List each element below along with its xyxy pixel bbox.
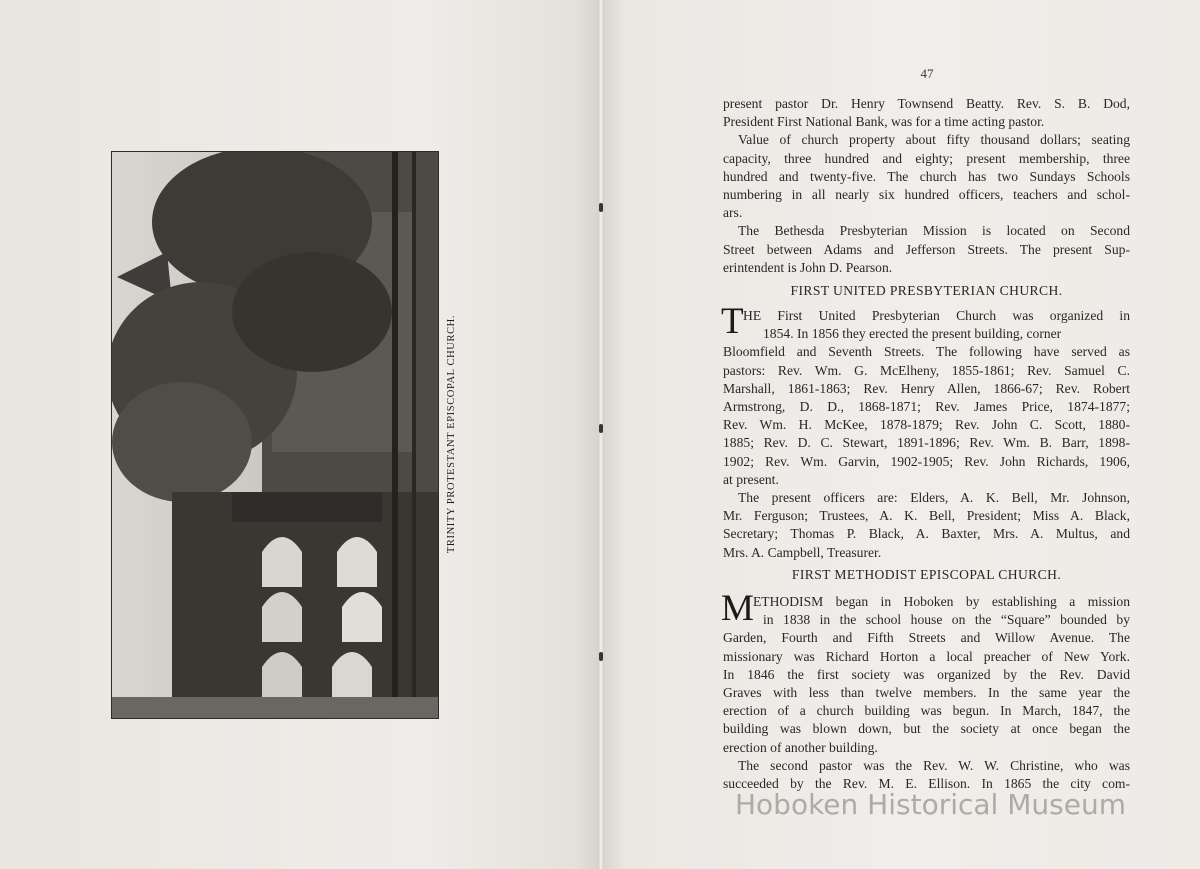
text-line: erintendent is John D. Pearson. <box>723 259 893 275</box>
text-line: succeeded by the Rev. M. E. Ellison. In 1865 the city com- <box>723 776 1130 792</box>
text-line: ars. <box>723 205 743 221</box>
text-line: Bloomfield and Seventh Streets. The following have served as <box>723 344 1130 360</box>
text-line: The Bethesda Presbyterian Mission is located on Second <box>738 223 1130 239</box>
text-line: ETHODISM began in Hoboken by establishing a mission <box>753 594 1130 609</box>
text-line: Secretary; Thomas P. Black, A. Baxter, Mrs. A. Multus, and <box>723 526 1130 542</box>
binding-stitch <box>599 652 603 661</box>
text-line: 1854. In 1856 they erected the present building, corner <box>763 326 1062 342</box>
paragraph-united-presbyterian <box>723 307 1130 562</box>
text-line: present pastor Dr. Henry Townsend Beatty. Rev. S. B. Dod, <box>723 96 1130 111</box>
text-line: 1885; Rev. D. C. Stewart, 1891-1896; Rev. Wm. B. Barr, 1898- <box>723 435 1130 451</box>
text-line: in 1838 in the school house on the “Square” bounded by <box>763 612 1130 628</box>
text-line: HE First United Presbyterian Church was organized in <box>743 308 1130 323</box>
text-line: capacity, three hundred and eighty; present membership, three <box>723 150 1130 166</box>
paragraph-presbyterian-continued <box>723 95 1130 277</box>
text-line: In 1846 the first society was organized by the Rev. David <box>723 666 1130 682</box>
book-gutter <box>598 0 604 869</box>
text-line: Garden, Fourth and Fifth Streets and Willow Avenue. The <box>723 630 1130 646</box>
text-line: at present. <box>723 471 779 487</box>
text-line: Graves with less than twelve members. In the same year the <box>723 685 1130 701</box>
text-line: Street between Adams and Jefferson Streets. The present Sup- <box>723 241 1130 257</box>
text-line: missionary was Richard Horton a local preacher of New York. <box>723 648 1130 664</box>
text-line: Mr. Ferguson; Trustees, A. K. Bell, President; Miss A. Black, <box>723 508 1130 524</box>
text-line: Value of church property about fifty thousand dollars; seating <box>738 132 1130 148</box>
text-line: Rev. Wm. H. McKee, 1878-1879; Rev. John C. Scott, 1880- <box>723 417 1130 433</box>
section-heading-united-presbyterian: FIRST UNITED PRESBYTERIAN CHURCH. <box>790 283 1063 298</box>
text-line: erection of a church building was begun. In March, 1847, the <box>723 703 1130 719</box>
museum-watermark: Hoboken Historical Museum <box>735 788 1126 821</box>
drop-cap: M <box>721 588 754 629</box>
text-line: Marshall, 1861-1863; Rev. Henry Allen, 1866-67; Rev. Robert <box>723 380 1130 396</box>
text-line: Mrs. A. Campbell, Treasurer. <box>723 544 882 560</box>
page-number: 47 <box>920 66 934 81</box>
text-line: 1902; Rev. Wm. Garvin, 1902-1905; Rev. John Richards, 1906, <box>723 453 1130 469</box>
photo-caption: TRINITY PROTESTANT EPISCOPAL CHURCH. <box>446 314 457 554</box>
text-line: numbering in all nearly six hundred officers, teachers and schol- <box>723 187 1130 203</box>
text-line: The second pastor was the Rev. W. W. Christine, who was <box>738 757 1130 773</box>
text-line: Armstrong, D. D., 1868-1871; Rev. James Price, 1874-1877; <box>723 399 1130 415</box>
text-line: building was blown down, but the society at once began the <box>723 721 1130 737</box>
binding-stitch <box>599 203 603 212</box>
church-photograph <box>111 151 439 719</box>
text-line: hundred and twenty-five. The church has two Sundays Schools <box>723 168 1130 184</box>
text-line: pastors: Rev. Wm. G. McElheny, 1855-1861; Rev. Samuel C. <box>723 362 1130 378</box>
binding-stitch <box>599 424 603 433</box>
drop-cap: T <box>721 301 744 342</box>
text-line: President First National Bank, was for a time acting pastor. <box>723 114 1045 130</box>
section-heading-methodist: FIRST METHODIST EPISCOPAL CHURCH. <box>791 567 1062 582</box>
text-line: The present officers are: Elders, A. K. Bell, Mr. Johnson, <box>738 490 1130 506</box>
text-line: erection of another building. <box>723 739 878 755</box>
paragraph-methodist <box>723 593 1130 793</box>
